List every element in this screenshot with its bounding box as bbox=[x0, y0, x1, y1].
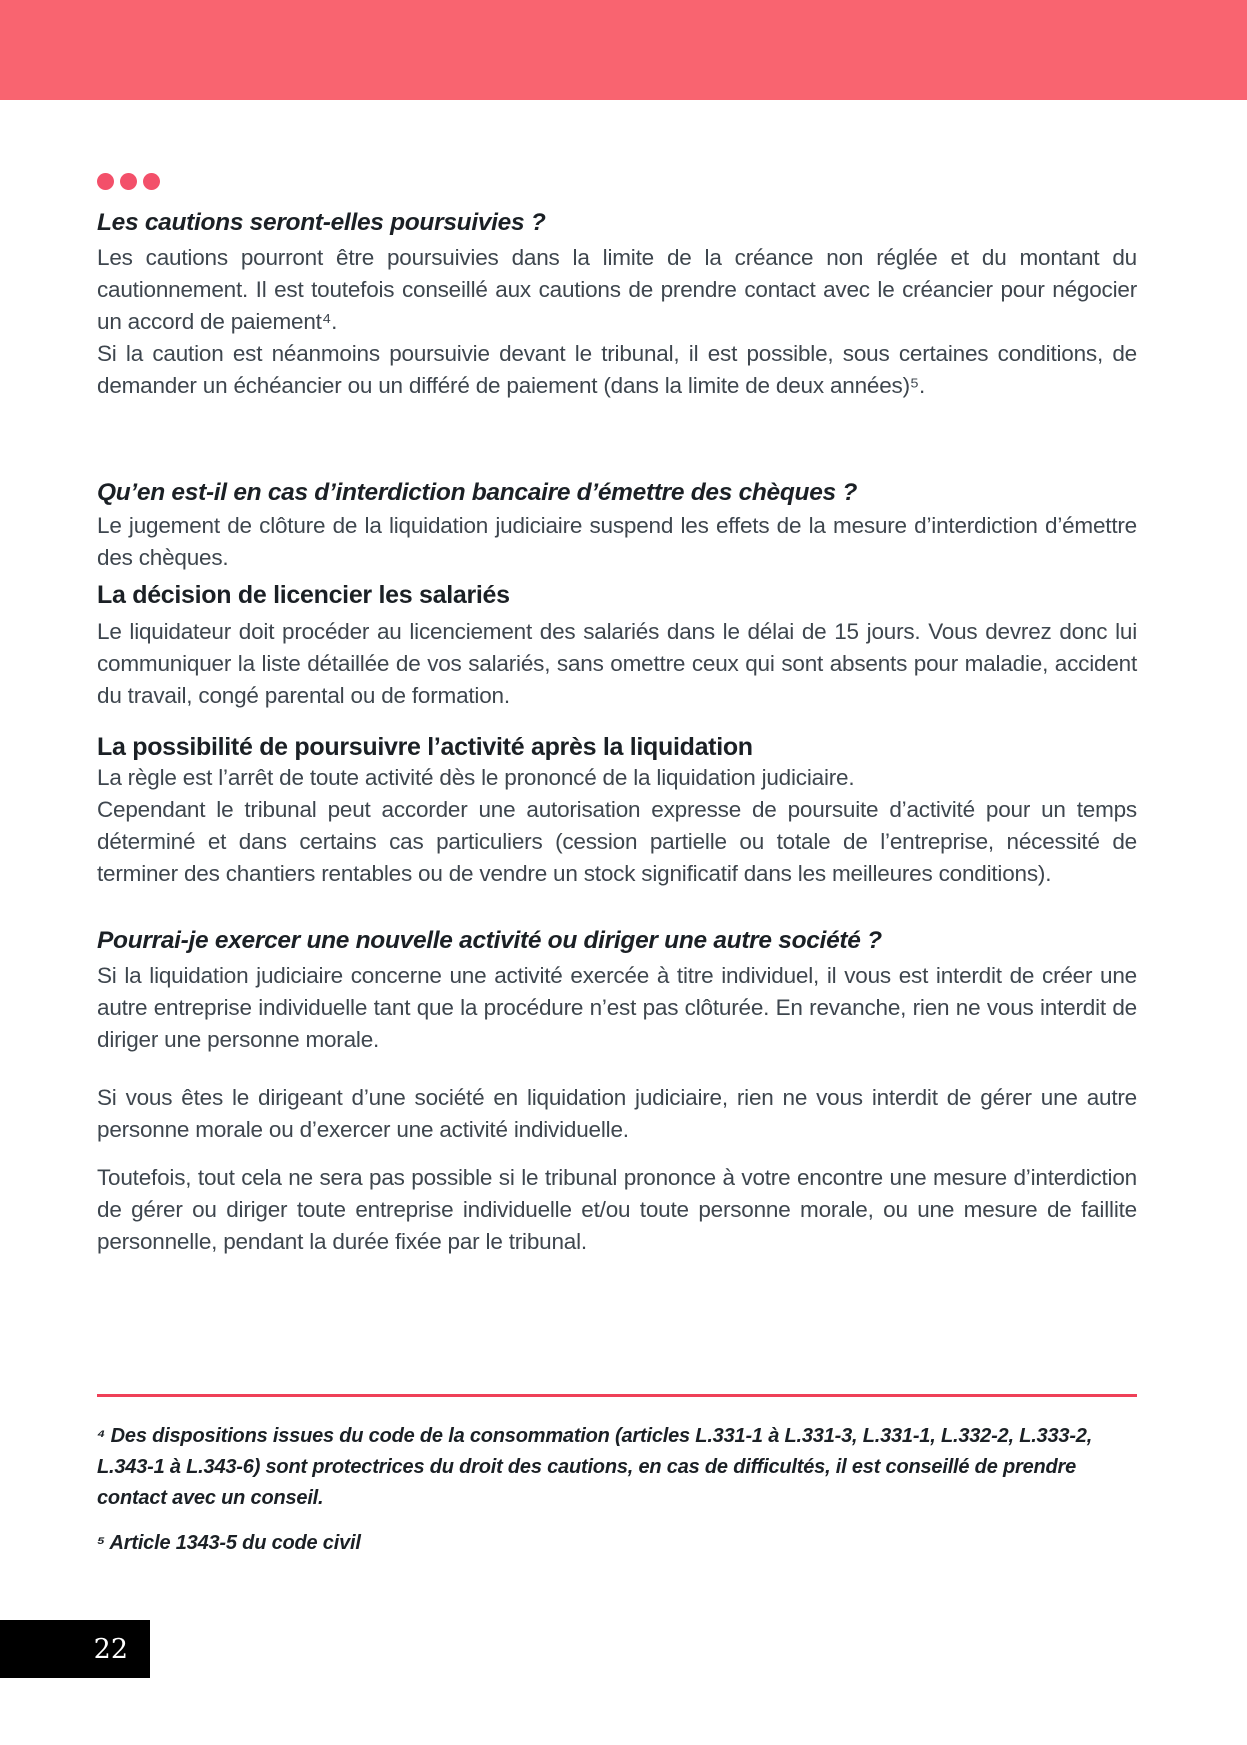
page-number-box bbox=[0, 1620, 150, 1678]
section-dots bbox=[97, 173, 1137, 190]
dot-icon bbox=[143, 173, 160, 190]
dot-icon bbox=[97, 173, 114, 190]
paragraph: Si la caution est néanmoins poursuivie devant le tribunal, il est possible, sous certaines conditions, de demander un échéancier ou un différé de paiement (dans la limite de deux années)⁵. bbox=[97, 341, 1137, 398]
paragraph: Si vous êtes le dirigeant d’une société en liquidation judiciaire, rien ne vous interdit de gérer une autre personne morale ou d’exercer une activité individuelle. bbox=[97, 1085, 1137, 1142]
subheading-poursuivre-activite: La possibilité de poursuivre l’activité après la liquidation bbox=[97, 733, 753, 761]
subheading-licencier-salaries: La décision de licencier les salariés bbox=[97, 581, 510, 609]
footnote-divider bbox=[97, 1394, 1137, 1397]
footnote-4: ⁴ Des dispositions issues du code de la consommation (articles L.331-1 à L.331-3, L.331-1, L.332-2, L.333-2, L.343-1 à L.343-6) sont protectrices du droit des cautions, en cas de difficultés, il est conseillé de prendre contact avec un conseil. bbox=[97, 1425, 1093, 1509]
dot-icon bbox=[120, 173, 137, 190]
paragraph: Le jugement de clôture de la liquidation judiciaire suspend les effets de la mesure d’interdiction d’émettre des chèques. bbox=[97, 513, 1137, 570]
footnote-5: ⁵ Article 1343-5 du code civil bbox=[97, 1532, 361, 1554]
paragraph: Toutefois, tout cela ne sera pas possible si le tribunal prononce à votre encontre une mesure d’interdiction de gérer ou diriger toute entreprise individuelle et/ou toute personne morale, ou une mesure de faillite personnelle, pendant la durée fixée par le tribunal. bbox=[97, 1165, 1137, 1254]
paragraph: Cependant le tribunal peut accorder une autorisation expresse de poursuite d’activité pour un temps déterminé et dans certains cas particuliers (cession partielle ou totale de l’entreprise, nécessité de terminer des chantiers rentables ou de vendre un stock significatif dans les meilleures conditions). bbox=[97, 797, 1137, 886]
page-number: 22 bbox=[93, 1633, 128, 1665]
question-heading-interdiction-bancaire: Qu’en est-il en cas d’interdiction bancaire d’émettre des chèques ? bbox=[97, 479, 858, 506]
paragraph: Les cautions pourront être poursuivies dans la limite de la créance non réglée et du montant du cautionnement. Il est toutefois conseillé aux cautions de prendre contact avec le créancier pour négocier un accord de paiement⁴. bbox=[97, 245, 1137, 334]
question-heading-nouvelle-activite: Pourrai-je exercer une nouvelle activité ou diriger une autre société ? bbox=[97, 927, 882, 954]
question-heading-cautions: Les cautions seront-elles poursuivies ? bbox=[97, 209, 546, 236]
header-band bbox=[0, 0, 1247, 100]
page-content bbox=[0, 173, 1247, 1559]
paragraph: Si la liquidation judiciaire concerne une activité exercée à titre individuel, il vous est interdit de créer une autre entreprise individuelle tant que la procédure n’est pas clôturée. En revanche, rien ne vous interdit de diriger une personne morale. bbox=[97, 963, 1137, 1052]
paragraph: La règle est l’arrêt de toute activité dès le prononcé de la liquidation judiciaire. bbox=[97, 765, 855, 790]
paragraph: Le liquidateur doit procéder au licenciement des salariés dans le délai de 15 jours. Vous devrez donc lui communiquer la liste détaillée de vos salariés, sans omettre ceux qui sont absents pour maladie, accident du travail, congé parental ou de formation. bbox=[97, 619, 1137, 708]
